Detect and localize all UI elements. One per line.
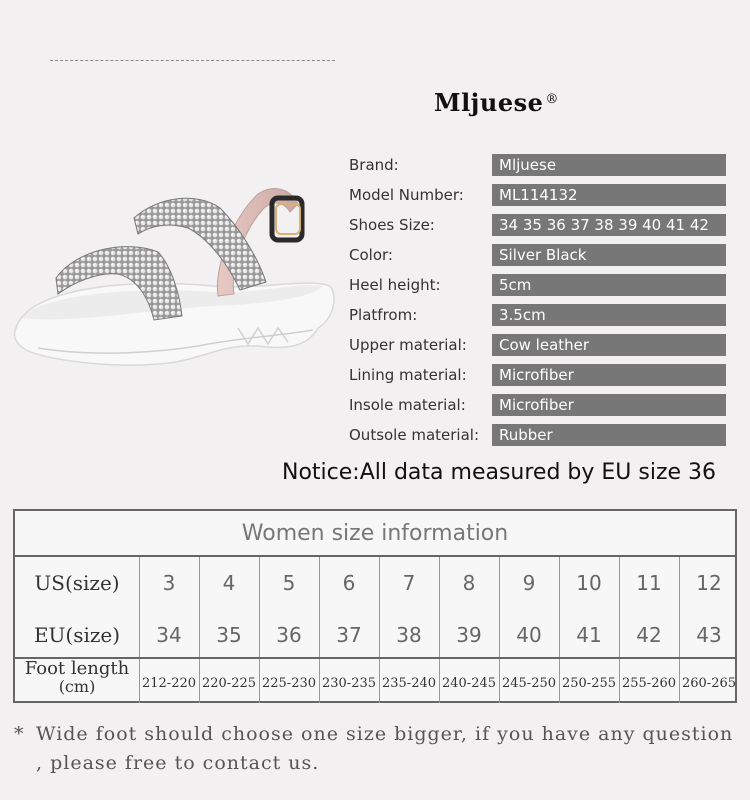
spec-value-model-number: ML114132 (492, 184, 726, 206)
us-size-label: US(size) (34, 571, 120, 595)
us-size-cell: 6 (342, 571, 356, 595)
spec-label-lining-material: Lining material: (349, 366, 467, 384)
spec-value-outsole-material: Rubber (492, 424, 726, 446)
us-size-cell: 8 (462, 571, 476, 595)
notice-text: Notice:All data measured by EU size 36 (282, 460, 717, 485)
eu-size-label: EU(size) (33, 623, 121, 647)
eu-size-cell: 41 (576, 623, 602, 647)
foot-length-cell: 212-220 (141, 676, 197, 691)
us-size-cell: 7 (402, 571, 416, 595)
eu-size-cell: 39 (456, 623, 482, 647)
spec-value-brand: Mljuese (492, 154, 726, 176)
foot-length-cell: 235-240 (381, 676, 437, 691)
registered-mark: ® (545, 92, 559, 107)
size-advice-note (14, 720, 734, 778)
foot-length-cell: 250-255 (561, 676, 617, 691)
eu-size-cell: 36 (276, 623, 302, 647)
size-table-title: Women size information (15, 511, 735, 557)
eu-size-cell: 38 (396, 623, 422, 647)
spec-label-color: Color: (349, 246, 393, 264)
dashed-divider (50, 60, 335, 61)
brand-title: Mljuese ® (434, 88, 559, 117)
us-size-cell: 11 (636, 571, 662, 595)
spec-value-insole-material: Microfiber (492, 394, 726, 416)
spec-label-shoes-size: Shoes Size: (349, 216, 435, 234)
us-size-cell: 5 (282, 571, 296, 595)
foot-length-cell: 255-260 (621, 676, 677, 691)
eu-size-cell: 42 (636, 623, 662, 647)
sandal-product-image (8, 178, 338, 388)
foot-length-cell: 220-225 (201, 676, 257, 691)
spec-label-platform: Platfrom: (349, 306, 418, 324)
spec-value-lining-material: Microfiber (492, 364, 726, 386)
spec-value-upper-material: Cow leather (492, 334, 726, 356)
spec-value-color: Silver Black (492, 244, 726, 266)
spec-label-heel-height: Heel height: (349, 276, 441, 294)
spec-value-platform: 3.5cm (492, 304, 726, 326)
foot-length-cell: 260-265 (681, 676, 737, 691)
spec-label-insole-material: Insole material: (349, 396, 466, 414)
foot-length-cell: 230-235 (321, 676, 377, 691)
us-size-cell: 10 (576, 571, 602, 595)
size-table (13, 509, 737, 703)
eu-size-cell: 43 (696, 623, 722, 647)
eu-size-cell: 34 (156, 623, 182, 647)
spec-value-heel-height: 5cm (492, 274, 726, 296)
eu-size-cell: 40 (516, 623, 542, 647)
note-asterisk: * (14, 723, 25, 745)
foot-length-cell: 240-245 (441, 676, 497, 691)
us-size-cell: 3 (162, 571, 176, 595)
foot-length-cell: 245-250 (501, 676, 557, 691)
us-size-cell: 9 (522, 571, 536, 595)
spec-label-outsole-material: Outsole material: (349, 426, 480, 444)
foot-length-cell: 225-230 (261, 676, 317, 691)
note-text: Wide foot should choose one size bigger, if you have any question , please free to contact us. (36, 723, 734, 774)
us-size-cell: 4 (222, 571, 236, 595)
spec-label-brand: Brand: (349, 156, 399, 174)
spec-value-shoes-size: 34 35 36 37 38 39 40 41 42 (492, 214, 726, 236)
spec-label-model-number: Model Number: (349, 186, 464, 204)
eu-size-cell: 37 (336, 623, 362, 647)
eu-size-cell: 35 (216, 623, 242, 647)
foot-length-label: Foot length (cm) (15, 660, 139, 696)
us-size-cell: 12 (696, 571, 722, 595)
foot-length-unit: (cm) (58, 677, 96, 696)
spec-label-upper-material: Upper material: (349, 336, 467, 354)
